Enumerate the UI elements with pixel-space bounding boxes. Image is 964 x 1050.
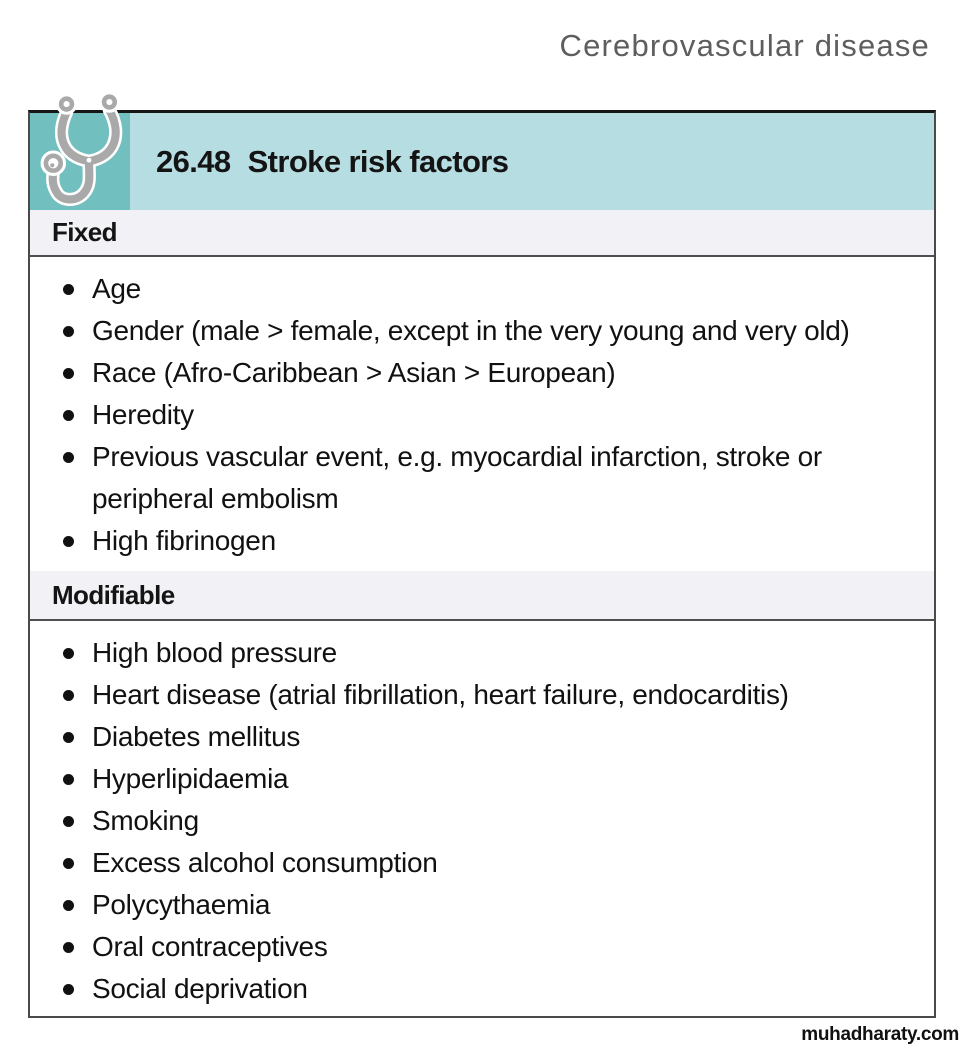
- list-item-text: Polycythaemia: [92, 889, 271, 920]
- bullet-dot: [63, 284, 74, 295]
- list-item-text: Age: [92, 273, 141, 304]
- bullet-dot: [63, 732, 74, 743]
- bullet-dot: [63, 690, 74, 701]
- list-item-text: Hyperlipidaemia: [92, 763, 289, 794]
- list-item-text: Previous vascular event, e.g. myocardial infarction, stroke or peripheral embolism: [92, 441, 822, 514]
- list-item-text: Excess alcohol consumption: [92, 847, 438, 878]
- list-item: [30, 884, 916, 926]
- list-item-text: Diabetes mellitus: [92, 721, 301, 752]
- bullet-dot: [63, 900, 74, 911]
- section-label: Fixed: [52, 217, 117, 247]
- section-label: Modifiable: [52, 579, 175, 610]
- list-item-text: High blood pressure: [92, 637, 337, 668]
- list-item: [30, 632, 916, 674]
- bullet-dot: [63, 368, 74, 379]
- bullet-dot: [63, 942, 74, 953]
- bullet-dot: [63, 816, 74, 827]
- list-item: [30, 758, 916, 800]
- list-item: [30, 436, 916, 520]
- list-item-text: Oral contraceptives: [92, 931, 328, 962]
- box-header: [30, 113, 934, 210]
- box-title-row: [156, 113, 508, 210]
- section-header-modifiable: [30, 571, 934, 621]
- bullet-dot: [63, 536, 74, 547]
- info-box: [28, 110, 936, 1018]
- list-item: [30, 926, 916, 968]
- list-item: [30, 674, 916, 716]
- list-item: [30, 310, 916, 352]
- stethoscope-icon: [38, 89, 140, 213]
- bullet-dot: [63, 648, 74, 659]
- bullet-dot: [63, 410, 74, 421]
- list-item: [30, 520, 916, 562]
- list-item-text: Social deprivation: [92, 973, 308, 1004]
- list-item: [30, 968, 916, 1010]
- bullet-dot: [63, 984, 74, 995]
- section-header-fixed: [30, 210, 934, 257]
- list-item-text: Heart disease (atrial fibrillation, heart failure, endocarditis): [92, 679, 789, 710]
- modifiable-risk-list: [30, 621, 934, 1016]
- box-number: 26.48: [156, 143, 231, 179]
- list-item: [30, 716, 916, 758]
- chapter-heading: Cerebrovascular disease: [559, 28, 930, 63]
- list-item-text: Race (Afro-Caribbean > Asian > European): [92, 357, 616, 388]
- list-item-text: High fibrinogen: [92, 525, 276, 556]
- list-item: [30, 352, 916, 394]
- list-item: [30, 394, 916, 436]
- box-title: Stroke risk factors: [247, 143, 509, 179]
- list-item: [30, 268, 916, 310]
- fixed-risk-list: [30, 257, 934, 571]
- list-item: [30, 842, 916, 884]
- bullet-dot: [63, 774, 74, 785]
- bullet-dot: [63, 326, 74, 337]
- list-item-text: Heredity: [92, 399, 194, 430]
- list-item-text: Smoking: [92, 805, 199, 836]
- watermark: muhadharaty.com: [801, 1024, 959, 1045]
- bullet-dot: [63, 452, 74, 463]
- bullet-dot: [63, 858, 74, 869]
- list-item: [30, 800, 916, 842]
- list-item-text: Gender (male > female, except in the very young and very old): [92, 315, 850, 346]
